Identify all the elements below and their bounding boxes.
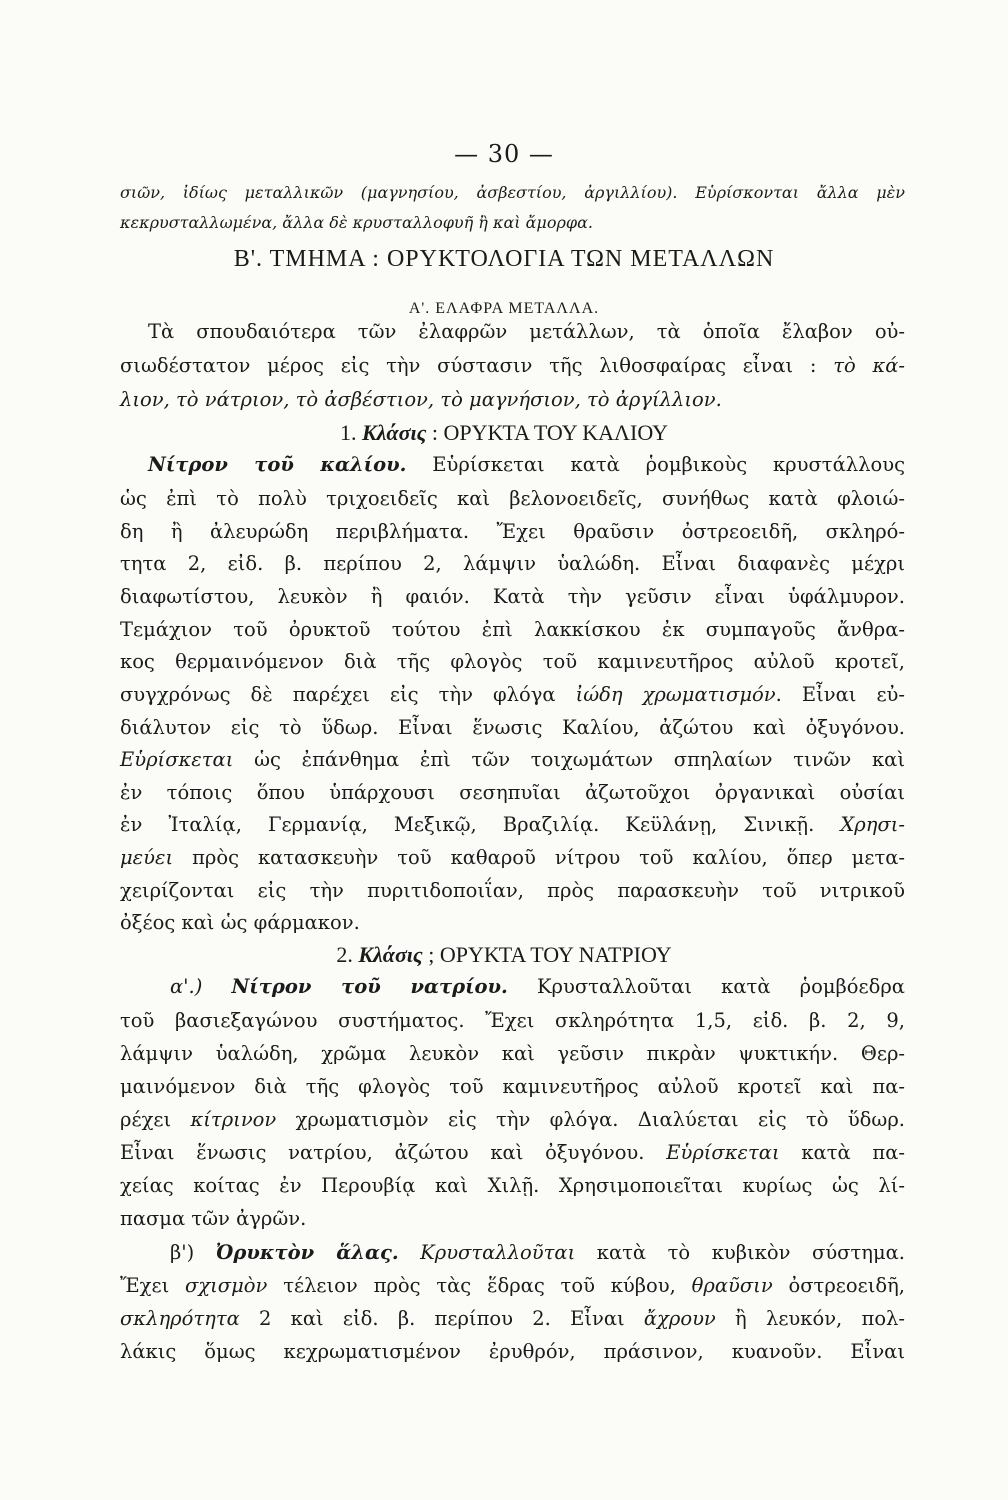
class2-heading bbox=[0, 942, 1008, 968]
class2b-line-3d: ἢ λευκόν, πολ- bbox=[715, 1307, 906, 1330]
class2a-line-5 bbox=[120, 1108, 905, 1131]
class2b-line-2a: Ἔχει bbox=[120, 1274, 186, 1297]
class2b-line-4: λάκις ὅμως κεχρωματισμένον ἐρυθρόν, πράσινον, κυανοῦν. Εἶναι bbox=[120, 1340, 905, 1363]
class2a-line-7: χείας κοίτας ἐν Περουβίᾳ καὶ Χιλῇ. Χρησιμοποιεῖται κυρίως ὡς λί- bbox=[120, 1174, 905, 1197]
class1-line-5: διαφωτίστου, λευκὸν ἢ φαιόν. Κατὰ τὴν γεῦσιν εἶναι ὑφάλμυρον. bbox=[120, 585, 905, 608]
class1-line-2: ὡς ἐπὶ τὸ πολὺ τριχοειδεῖς καὶ βελονοειδεῖς, συνήθως κατὰ φλοιώ- bbox=[120, 487, 905, 510]
class1-line-13a: μεύει bbox=[120, 846, 174, 869]
class1-line-8a: συγχρόνως δὲ παρέχει εἰς τὴν φλόγα bbox=[120, 683, 576, 706]
class1-line-8b: ἰώδη χρωματισμόν bbox=[575, 683, 776, 706]
page-number: — 30 — bbox=[454, 140, 554, 168]
class2b-term: Ὀρυκτὸν ἅλας. bbox=[215, 1241, 399, 1264]
class2b-line-2d: θραῦσιν bbox=[691, 1274, 773, 1297]
class2a-line-1 bbox=[170, 975, 905, 998]
class2-title: ; ΟΡΥΚΤΑ ΤΟΥ ΝΑΤΡΙΟΥ bbox=[422, 942, 672, 967]
class2a-line-2: τοῦ βασιεξαγώνου συστήματος. Ἔχει σκληρότητα 1,5, εἰδ. β. 2, 9, bbox=[120, 1009, 905, 1032]
class2a-line-6 bbox=[120, 1141, 905, 1164]
class2b-line-2b: σχισμὸν bbox=[185, 1274, 268, 1297]
class1-heading bbox=[0, 420, 1008, 446]
class2b-line-2 bbox=[120, 1274, 905, 1297]
class1-line-10b: ὡς ἐπάνθημα ἐπὶ τῶν τοιχωμάτων σπηλαίων τινῶν καὶ bbox=[233, 748, 905, 771]
class1-line-12a: ἐν Ἰταλίᾳ, Γερμανίᾳ, Μεξικῷ, Βραζιλίᾳ. Κεϋλάνῃ, Σινικῇ. bbox=[120, 813, 841, 836]
class1-line-12 bbox=[120, 813, 905, 836]
class2a-line-3: λάμψιν ὑαλώδη, χρῶμα λευκὸν καὶ γεῦσιν πικρὰν ψυκτικήν. Θερ- bbox=[120, 1042, 905, 1065]
class1-line-14: χειρίζονται εἰς τὴν πυριτιδοποιΐαν, πρὸς παρασκευὴν τοῦ νιτρικοῦ bbox=[120, 879, 905, 902]
class2a-line-6c: κατὰ πα- bbox=[779, 1141, 905, 1164]
class2a-term: Νίτρον τοῦ νατρίου. bbox=[231, 975, 508, 998]
class2a-line-5c: χρωματισμὸν εἰς τὴν φλόγα. Διαλύεται εἰς τὸ ὕδωρ. bbox=[276, 1108, 905, 1131]
section-title: Β'. ΤΜΗΜΑ : ΟΡΥΚΤΟΛΟΓΙΑ ΤΩΝ ΜΕΤΑΛΛΩΝ bbox=[233, 246, 775, 272]
class2b-line-1 bbox=[170, 1241, 905, 1264]
class1-line-13b: πρὸς κατασκευὴν τοῦ καθαροῦ νίτρου τοῦ καλίου, ὅπερ μετα- bbox=[173, 846, 905, 869]
class2a-line-5b: κίτρινον bbox=[190, 1108, 277, 1131]
intro-line-1 bbox=[120, 183, 905, 202]
class1-line-8c: . Εἶναι εὐ- bbox=[775, 683, 905, 706]
class1-title: : ΟΡΥΚΤΑ ΤΟΥ ΚΑΛΙΟΥ bbox=[426, 420, 669, 445]
para1-line-2b: τὸ κά- bbox=[833, 354, 905, 377]
class1-line-6: Τεμάχιον τοῦ ὀρυκτοῦ τούτου ἐπὶ λακκίσκου ἐκ συμπαγοῦς ἄνθρα- bbox=[120, 618, 905, 641]
class1-line-8 bbox=[120, 683, 905, 706]
class1-line-3: δη ἢ ἀλευρώδη περιβλήματα. Ἔχει θραῦσιν ὀστρεοειδῆ, σκληρό- bbox=[120, 520, 905, 543]
class1-line-1 bbox=[148, 453, 905, 476]
class2b-line-3b: 2 καὶ εἰδ. β. περίπου 2. Εἶναι bbox=[239, 1307, 644, 1330]
class2-num: 2. bbox=[336, 942, 359, 967]
class2a-line-6b: Εὑρίσκεται bbox=[666, 1141, 780, 1164]
class1-line-15: ὀξέος καὶ ὡς φάρμακον. bbox=[120, 911, 360, 934]
para1-line-3: λιον, τὸ νάτριον, τὸ ἀσβέστιον, τὸ μαγνήσιον, τὸ ἀργίλλιον. bbox=[120, 388, 722, 411]
class2b-line-2e: ὀστρεοειδῆ, bbox=[772, 1274, 905, 1297]
class2a-line-6a: Εἶναι ἕνωσις νατρίου, ἀζώτου καὶ ὀξυγόνου. bbox=[120, 1141, 667, 1164]
class2-label: Κλάσις bbox=[358, 942, 423, 967]
para1-line-2 bbox=[120, 354, 905, 377]
intro-text-1: σιῶν, ἰδίως μεταλλικῶν (μαγνησίου, ἀσβεστίου, ἀργιλλίου). Εὑρίσκονται ἄλλα μὲν bbox=[120, 183, 905, 202]
class2b-line-1b: κατὰ τὸ κυβικὸν σύστημα. bbox=[575, 1241, 905, 1264]
subsection-title: Α'. ΕΛΑΦΡΑ ΜΕΤΑΛΛΑ. bbox=[408, 300, 600, 317]
class1-line-9: διάλυτον εἰς τὸ ὕδωρ. Εἶναι ἕνωσις Καλίου, ἀζώτου καὶ ὀξυγόνου. bbox=[120, 716, 905, 739]
class1-num: 1. bbox=[339, 420, 362, 445]
intro-text-2: κεκρυσταλλωμένα, ἄλλα δὲ κρυσταλλοφυῆ ἢ καὶ ἄμορφα. bbox=[120, 213, 593, 232]
class2a-line-1-text: Κρυσταλλοῦται κατὰ ῥομβόεδρα bbox=[507, 975, 905, 998]
class1-line-10 bbox=[120, 748, 905, 771]
para1-line-2a: σιωδέστατον μέρος εἰς τὴν σύστασιν τῆς λιθοσφαίρας εἶναι : bbox=[120, 354, 834, 377]
class2a-line-5a: ρέχει bbox=[120, 1108, 191, 1131]
intro-line-2 bbox=[120, 213, 593, 232]
class2b-line-3c: ἄχρουν bbox=[643, 1307, 716, 1330]
class1-term: Νίτρον τοῦ καλίου. bbox=[148, 453, 407, 476]
class1-line-10a: Εὑρίσκεται bbox=[120, 748, 234, 771]
class2a-line-8: πασμα τῶν ἀγρῶν. bbox=[120, 1207, 307, 1230]
class2b-line-3a: σκληρότητα bbox=[120, 1307, 240, 1330]
class2b-marker: β') bbox=[170, 1241, 216, 1264]
class1-line-4: τητα 2, εἰδ. β. περίπου 2, λάμψιν ὑαλώδη. Εἶναι διαφανὲς μέχρι bbox=[120, 552, 905, 575]
class2b-line-3 bbox=[120, 1307, 905, 1330]
class1-line-7: κος θερμαινόμενον διὰ τῆς φλογὸς τοῦ καμινευτῆρος αὐλοῦ κροτεῖ, bbox=[120, 650, 905, 673]
class2a-line-4: μαινόμενον διὰ τῆς φλογὸς τοῦ καμινευτῆρος αὐλοῦ κροτεῖ καὶ πα- bbox=[120, 1075, 905, 1098]
class1-label: Κλάσις bbox=[361, 420, 427, 445]
para1-line-1: Τὰ σπουδαιότερα τῶν ἐλαφρῶν μετάλλων, τὰ ὁποῖα ἔλαβον οὐ- bbox=[148, 320, 905, 343]
class2b-line-1a: Κρυσταλλοῦται bbox=[398, 1241, 576, 1264]
class1-line-11: ἐν τόποις ὅπου ὑπάρχουσι σεσηπυῖαι ἀζωτοῦχοι ὀργανικαὶ οὐσίαι bbox=[120, 781, 905, 804]
class1-line-1-text: Εὑρίσκεται κατὰ ῥομβικοὺς κρυστάλλους bbox=[406, 453, 905, 476]
class2a-marker: α'.) bbox=[170, 975, 232, 998]
class2b-line-2c: τέλειον πρὸς τὰς ἕδρας τοῦ κύβου, bbox=[267, 1274, 692, 1297]
class1-line-12b: Χρησι- bbox=[840, 813, 905, 836]
class1-line-13 bbox=[120, 846, 905, 869]
